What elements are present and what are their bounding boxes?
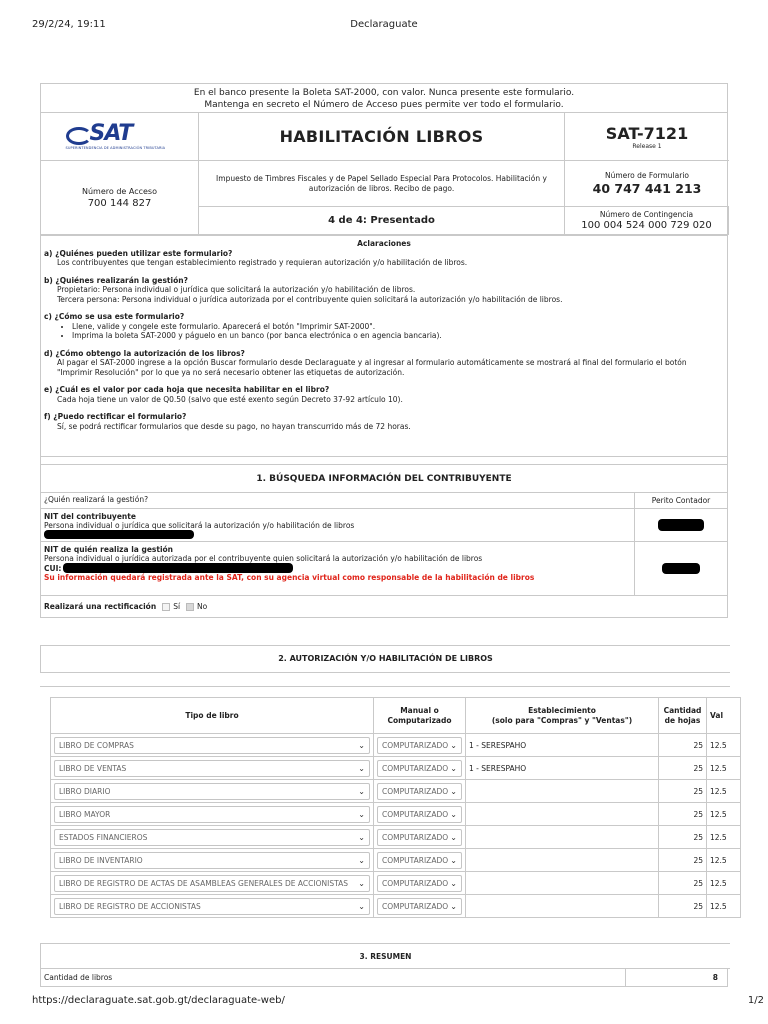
form-number-cell — [565, 161, 729, 207]
tipo-select[interactable] — [54, 829, 370, 846]
faq-a — [44, 249, 724, 268]
nit-gestion-value-redacted[interactable] — [662, 563, 700, 574]
nit-description: Persona individual o jurídica que solicitará la autorización y/o habilitación de libros — [44, 521, 355, 530]
faq-d — [44, 349, 724, 378]
access-label: Número de Acceso — [82, 186, 157, 196]
cant-cell[interactable]: 25 — [659, 780, 707, 803]
tipo-value: LIBRO DE REGISTRO DE ACCIONISTAS — [59, 901, 201, 911]
chevron-down-icon: ⌄ — [358, 763, 365, 773]
form-title: HABILITACIÓN LIBROS — [199, 113, 565, 161]
nit-gestion-description: Persona individual o jurídica autorizada por el contribuyente quien solicitará la autorización y/o habilitación de libros — [44, 554, 483, 563]
modo-cell — [374, 734, 466, 757]
cant-cell[interactable]: 25 — [659, 734, 707, 757]
print-page-title: Declaraguate — [350, 19, 418, 30]
tipo-cell — [51, 803, 374, 826]
estab-cell: 1 - SERESPAHO — [466, 734, 659, 757]
rectification-si-checkbox[interactable] — [162, 603, 170, 611]
form-number: 40 747 441 213 — [592, 181, 702, 196]
modo-select[interactable] — [377, 875, 462, 892]
table-row — [51, 757, 741, 780]
nit-gestion-row — [40, 542, 728, 596]
col-cant-line1: Cantidad — [663, 705, 702, 715]
sat-logo — [66, 121, 174, 153]
faq-answer: Los contribuyentes que tengan establecimiento registrado y requieran autorización y/o habilitación de libros. — [57, 258, 468, 267]
estab-cell — [466, 872, 659, 895]
col-manual-line2: Computarizado — [387, 715, 452, 725]
faq-question: d) ¿Cómo obtengo la autorización de los libros? — [44, 348, 245, 358]
table-row — [51, 780, 741, 803]
form-number-label: Número de Formulario — [604, 171, 690, 180]
nit-value-cell — [635, 509, 727, 541]
notice-line-1: En el banco presente la Boleta SAT-2000, con valor. Nunca presente este formulario. — [193, 88, 575, 98]
section-3-title: 3. RESUMEN — [40, 943, 730, 969]
chevron-down-icon: ⌄ — [358, 786, 365, 796]
nit-label: NIT del contribuyente — [44, 512, 136, 521]
chevron-down-icon: ⌄ — [358, 901, 365, 911]
faq-c-list — [44, 322, 724, 341]
rectification-no-label: No — [197, 602, 208, 611]
section-1-title: 1. BÚSQUEDA INFORMACIÓN DEL CONTRIBUYENTE — [40, 465, 728, 493]
book-count-value: 8 — [712, 973, 718, 982]
chevron-down-icon: ⌄ — [358, 809, 365, 819]
tipo-select[interactable] — [54, 852, 370, 869]
sat-logo-text: SAT — [89, 120, 133, 146]
modo-cell — [374, 803, 466, 826]
faq-c — [44, 312, 724, 341]
tipo-value: LIBRO MAYOR — [59, 809, 111, 819]
tipo-cell — [51, 872, 374, 895]
section-2-title: 2. AUTORIZACIÓN Y/O HABILITACIÓN DE LIBROS — [40, 645, 730, 673]
chevron-down-icon: ⌄ — [450, 878, 457, 888]
modo-select[interactable] — [377, 829, 462, 846]
divider — [40, 686, 730, 687]
val-cell: 12.5 — [707, 780, 741, 803]
nit-cell — [41, 509, 635, 541]
cui-redacted — [63, 563, 293, 573]
col-val: Val — [707, 698, 741, 734]
list-item: • Llene, valide y congele este formulario. Aparecerá el botón "Imprimir SAT-2000". — [72, 322, 724, 332]
modo-value: COMPUTARIZADO — [382, 878, 449, 888]
contingency-cell — [565, 207, 729, 235]
modo-select[interactable] — [377, 760, 462, 777]
val-cell: 12.5 — [707, 803, 741, 826]
form-release: Release 1 — [632, 142, 662, 150]
table-row — [51, 803, 741, 826]
books-table — [50, 697, 740, 918]
sat-form — [40, 83, 728, 618]
col-manual-line1: Manual o — [400, 705, 439, 715]
rectification-label: Realizará una rectificación — [44, 602, 157, 611]
modo-select[interactable] — [377, 783, 462, 800]
faq-question: c) ¿Cómo se usa este formulario? — [44, 312, 185, 321]
nit-row — [40, 509, 728, 542]
contingency-number: 100 004 524 000 729 020 — [581, 220, 712, 231]
notice-line-2: Mantenga en secreto el Número de Acceso pues permite ver todo el formulario. — [204, 100, 564, 110]
print-url: https://declaraguate.sat.gob.gt/declaraguate-web/ — [32, 995, 285, 1006]
cant-cell[interactable]: 25 — [659, 895, 707, 918]
book-count-label: Cantidad de libros — [41, 969, 626, 986]
modo-cell — [374, 780, 466, 803]
modo-value: COMPUTARIZADO — [382, 855, 449, 865]
val-cell: 12.5 — [707, 757, 741, 780]
faq-answer: Cada hoja tiene un valor de Q0.50 (salvo que esté exento según Decreto 37-92 artículo 10). — [57, 394, 403, 404]
chevron-down-icon: ⌄ — [358, 740, 365, 750]
tipo-cell — [51, 734, 374, 757]
who-value[interactable]: Perito Contador — [651, 496, 711, 505]
faq-answer: "Imprimir Resolución" por lo que ya no será necesario obtener las etiquetas de autorización. — [57, 367, 405, 377]
val-cell: 12.5 — [707, 734, 741, 757]
cant-cell[interactable]: 25 — [659, 803, 707, 826]
form-status: 4 de 4: Presentado — [199, 207, 565, 235]
rectification-row — [40, 596, 728, 618]
who-label: ¿Quién realizará la gestión? — [41, 493, 635, 508]
form-header — [40, 113, 728, 236]
chevron-down-icon: ⌄ — [450, 763, 457, 773]
estab-cell — [466, 803, 659, 826]
table-row — [51, 826, 741, 849]
who-row — [40, 493, 728, 509]
estab-cell — [466, 849, 659, 872]
modo-cell — [374, 757, 466, 780]
col-tipo: Tipo de libro — [51, 698, 374, 734]
estab-cell — [466, 826, 659, 849]
cant-cell[interactable]: 25 — [659, 849, 707, 872]
faq-answer: Propietario: Persona individual o jurídica que solicitará la autorización y/o habilitación de libros. — [57, 285, 416, 294]
nit-gestion-value-cell — [635, 542, 727, 595]
val-cell: 12.5 — [707, 826, 741, 849]
tipo-value: LIBRO DE COMPRAS — [59, 740, 134, 750]
nit-gestion-cell — [41, 542, 635, 595]
chevron-down-icon: ⌄ — [450, 740, 457, 750]
nit-redacted — [44, 530, 194, 539]
access-number-cell — [41, 161, 199, 235]
modo-value: COMPUTARIZADO — [382, 901, 449, 911]
sat-swoosh-icon — [66, 127, 92, 145]
cant-cell[interactable]: 25 — [659, 826, 707, 849]
divider — [40, 672, 730, 673]
val-cell: 12.5 — [707, 872, 741, 895]
col-estab-line1: Establecimiento — [528, 705, 596, 715]
aclaraciones — [40, 236, 728, 457]
rectification-no-checkbox[interactable] — [186, 603, 194, 611]
tipo-value: LIBRO DE REGISTRO DE ACTAS DE ASAMBLEAS GENERALES DE ACCIONISTAS — [59, 878, 348, 888]
chevron-down-icon: ⌄ — [358, 878, 365, 888]
col-manual — [374, 698, 466, 734]
rectification-si-label: Sí — [173, 602, 181, 611]
form-code-cell — [565, 113, 729, 161]
modo-select[interactable] — [377, 898, 462, 915]
val-cell: 12.5 — [707, 849, 741, 872]
chevron-down-icon: ⌄ — [450, 855, 457, 865]
faq-e — [44, 385, 724, 404]
tipo-select[interactable] — [54, 875, 370, 892]
summary-row — [40, 969, 728, 987]
modo-select[interactable] — [377, 737, 462, 754]
tipo-select[interactable] — [54, 783, 370, 800]
modo-value: COMPUTARIZADO — [382, 786, 449, 796]
aclaraciones-title: Aclaraciones — [357, 239, 411, 248]
cant-cell[interactable]: 25 — [659, 757, 707, 780]
col-estab-line2: (solo para "Compras" y "Ventas") — [491, 715, 633, 725]
tipo-cell — [51, 780, 374, 803]
faq-question: a) ¿Quiénes pueden utilizar este formulario? — [44, 248, 233, 258]
tipo-cell — [51, 849, 374, 872]
modo-select[interactable] — [377, 852, 462, 869]
table-row — [51, 872, 741, 895]
access-number: 700 144 827 — [87, 197, 152, 209]
faq-f — [44, 412, 724, 431]
faq-answer: Sí, se podrá rectificar formularios que desde su pago, no hayan transcurrido más de 72 horas. — [57, 421, 411, 431]
estab-cell: 1 - SERESPAHO — [466, 757, 659, 780]
nit-gestion-label: NIT de quién realiza la gestión — [44, 545, 174, 554]
chevron-down-icon: ⌄ — [450, 832, 457, 842]
val-cell: 12.5 — [707, 895, 741, 918]
modo-value: COMPUTARIZADO — [382, 832, 449, 842]
faq-question: f) ¿Puedo rectificar el formulario? — [44, 412, 187, 421]
tipo-value: LIBRO DE VENTAS — [59, 763, 127, 773]
col-cant — [659, 698, 707, 734]
col-estab — [466, 698, 659, 734]
section-spacer — [40, 457, 728, 465]
faq-question: e) ¿Cuál es el valor por cada hoja que necesita habilitar en el libro? — [44, 385, 330, 394]
modo-cell — [374, 872, 466, 895]
cui-label: CUI: — [44, 563, 62, 573]
chevron-down-icon: ⌄ — [358, 855, 365, 865]
modo-value: COMPUTARIZADO — [382, 763, 449, 773]
tipo-value: LIBRO DIARIO — [59, 786, 111, 796]
tipo-cell — [51, 826, 374, 849]
table-row — [51, 895, 741, 918]
tipo-select[interactable] — [54, 737, 370, 754]
faq-b — [44, 276, 724, 305]
table-row — [51, 849, 741, 872]
tipo-cell — [51, 757, 374, 780]
modo-value: COMPUTARIZADO — [382, 809, 449, 819]
estab-cell — [466, 895, 659, 918]
table-header-row — [51, 698, 741, 734]
form-description: Impuesto de Timbres Fiscales y de Papel Sellado Especial Para Protocolos. Habilitación y autorización de libros. Recibo de pago. — [199, 161, 565, 207]
modo-cell — [374, 849, 466, 872]
sat-logo-subtitle: SUPERINTENDENCIA DE ADMINISTRACIÓN TRIBUTARIA — [65, 145, 166, 150]
col-cant-line2: de hojas — [664, 715, 701, 725]
registration-warning: Su información quedará registrada ante la SAT, con su agencia virtual como responsable de la habilitación de libros — [44, 573, 535, 582]
bank-notice — [40, 83, 728, 113]
tipo-cell — [51, 895, 374, 918]
faq-answer: Al pagar el SAT-2000 ingrese a la opción Buscar formulario desde Declaraguate y al ingresar al formulario automáticamente se mostrará al final del formulario el botón — [57, 358, 687, 367]
logo-cell — [41, 113, 199, 161]
tipo-select[interactable] — [54, 806, 370, 823]
chevron-down-icon: ⌄ — [358, 832, 365, 842]
tipo-select[interactable] — [54, 898, 370, 915]
print-page-number: 1/2 — [747, 995, 764, 1006]
estab-cell — [466, 780, 659, 803]
modo-select[interactable] — [377, 806, 462, 823]
list-item: • Imprima la boleta SAT-2000 y páguelo en un banco (por banca electrónica o en agencia bancaria). — [72, 331, 724, 341]
tipo-value: LIBRO DE INVENTARIO — [59, 855, 143, 865]
modo-cell — [374, 895, 466, 918]
tipo-value: ESTADOS FINANCIEROS — [59, 832, 148, 842]
faq-question: b) ¿Quiénes realizarán la gestión? — [44, 275, 188, 285]
chevron-down-icon: ⌄ — [450, 809, 457, 819]
contingency-label: Número de Contingencia — [599, 210, 694, 219]
form-code: SAT-7121 — [605, 123, 689, 143]
chevron-down-icon: ⌄ — [450, 901, 457, 911]
modo-cell — [374, 826, 466, 849]
table-row — [51, 734, 741, 757]
nit-value-redacted[interactable] — [658, 519, 704, 531]
tipo-select[interactable] — [54, 760, 370, 777]
chevron-down-icon: ⌄ — [450, 786, 457, 796]
modo-value: COMPUTARIZADO — [382, 740, 449, 750]
cant-cell[interactable]: 25 — [659, 872, 707, 895]
print-datetime: 29/2/24, 19:11 — [32, 19, 106, 30]
faq-answer: Tercera persona: Persona individual o jurídica autorizada por el contribuyente quien solicitará la autorización y/o habilitación de libros. — [57, 294, 563, 304]
